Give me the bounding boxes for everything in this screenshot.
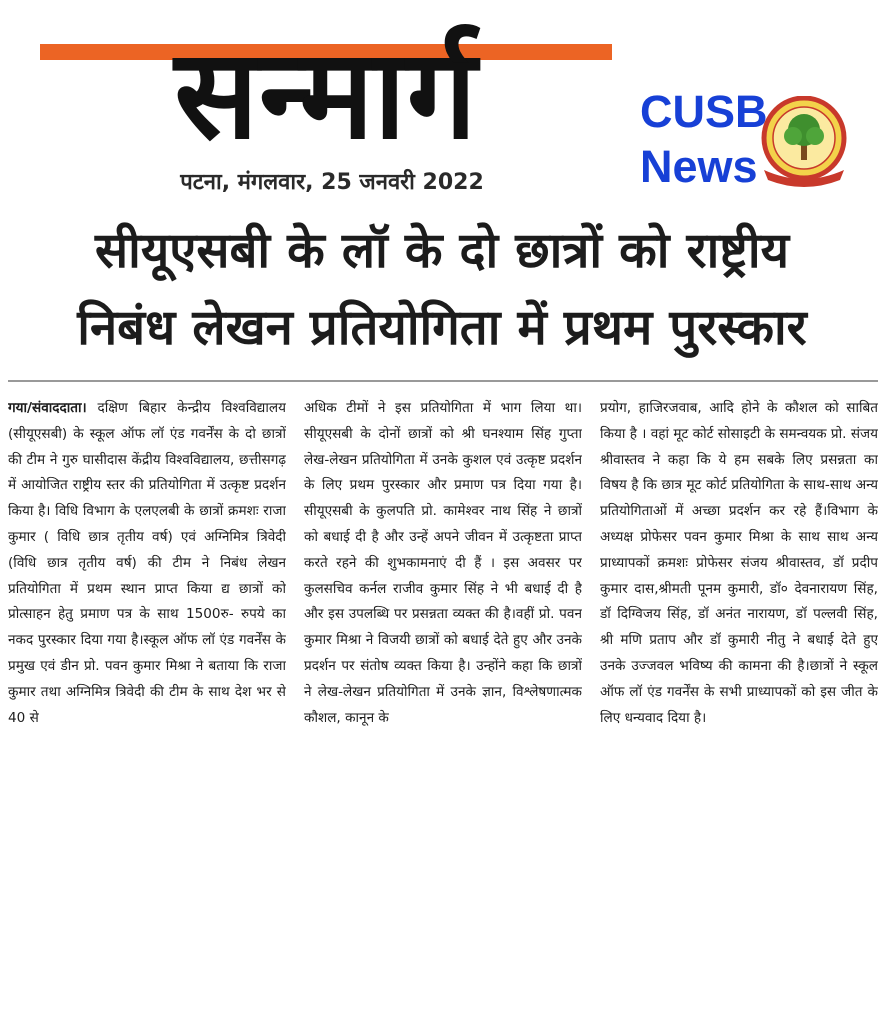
- newspaper-masthead: सन्मार्ग: [174, 23, 478, 167]
- column-3-text: प्रयोग, हाजिरजवाब, आदि होने के कौशल को साबित किया है । वहां मूट कोर्ट सोसाइटी के समन्वयक प्रो. संजय श्रीवास्तव ने कहा कि ये हम सबके लिए प्रसन्नता का विषय है कि छात्र मूट कोर्ट प्रतियोगिता के साथ-साथ अन्य प्रतियोगिताओं में अच्छा प्रदर्शन कर रहे हैं।विभाग के अध्यक्ष प्रोफेसर पवन कुमार मिश्रा के साथ साथ अन्य प्राध्यापकों क्रमशः प्रोफेसर संजय श्रीवास्तव, डॉ प्रदीप कुमार दास,श्रीमती पूनम कुमारी, डॉ० देवनारायण सिंह, डॉ दिग्विजय सिंह, डॉ अनंत नारायण, डॉ पल्लवी सिंह, श्री मणि प्रताप और डॉ कुमारी नीतु ने बधाई देते हुए उनके उज्जवल भविष्य की कामना की है।छात्रों ने स्कूल ऑफ लॉ एंड गवर्नेंस के सभी प्राध्यापकों को इस जीत के लिए धन्यवाद दिया है।: [600, 400, 878, 726]
- article-column-2: [304, 396, 582, 1016]
- headline-divider: [8, 380, 878, 382]
- article-column-3: [600, 396, 878, 1016]
- article-headline: [14, 212, 870, 366]
- dateline: पटना, मंगलवार, 25 जनवरी 2022: [180, 170, 484, 195]
- cusb-news-badge: [640, 86, 768, 204]
- university-seal-icon: [760, 96, 848, 188]
- column-1-text: दक्षिण बिहार केन्द्रीय विश्वविद्यालय (सीयूएसबी) के स्कूल ऑफ लॉ एंड गवर्नेंस के दो छात्रों की टीम ने गुरु घासीदास केंद्रीय विश्वविद्यालय, छत्तीसगढ़ में आयोजित राष्ट्रीय स्तर की प्रतियोगिता में उत्कृष्ट प्रदर्शन किया है। विधि विभाग के एलएलबी के छात्रों क्रमशः राजा कुमार ( विधि छात्र तृतीय वर्ष) एवं अग्निमित्र त्रिवेदी (विधि छात्र तृतीय वर्ष) की टीम ने निबंध लेखन प्रतियोगिता में प्रथम स्थान प्राप्त किया द्य छात्रों को प्रोत्साहन हेतु प्रमाण पत्र के साथ 1500रु- रुपये का नकद पुरस्कार दिया गया है।स्कूल ऑफ लॉ एंड गवर्नेंस के प्रमुख एवं डीन प्रो. पवन कुमार मिश्रा ने बताया कि राजा कुमार तथा अग्निमित्र त्रिवेदी की टीम के साथ देश भर से 40 से: [8, 400, 286, 726]
- headline-line-1: सीयूएसबी के लॉ के दो छात्रों को राष्ट्रीय: [95, 222, 789, 279]
- byline: गया/संवाददाता।: [8, 400, 87, 416]
- badge-line-1: CUSB: [640, 86, 768, 137]
- badge-line-2: News: [640, 141, 758, 192]
- article-column-1: [8, 396, 286, 1016]
- headline-line-2: निबंध लेखन प्रतियोगिता में प्रथम पुरस्कार: [77, 299, 807, 356]
- column-2-text: अधिक टीमों ने इस प्रतियोगिता में भाग लिया था।सीयूएसबी के दोनों छात्रों को श्री घनश्याम सिंह गुप्ता लेख-लेखन प्रतियोगिता में उनके कुशल एवं उत्कृष्ट प्रदर्शन के लिए प्रथम पुरस्कार और प्रमाण पत्र दिया गया है।सीयूएसबी के कुलपति प्रो. कामेश्वर नाथ सिंह ने छात्रों को बधाई दी है और उन्हें अपने जीवन में उत्कृष्टता प्राप्त करते रहने की शुभकामनाएं दी हैं । इस अवसर पर कुलसचिव कर्नल राजीव कुमार सिंह ने भी बधाई दी है और इस उपलब्धि पर प्रसन्नता व्यक्त की है।वहीं प्रो. पवन कुमार मिश्रा ने विजयी छात्रों को बधाई देते हुए और उनके प्रदर्शन पर संतोष व्यक्त किया है। उन्होंने कहा कि छात्रों ने लेख-लेखन प्रतियोगिता में उनके ज्ञान, विश्लेषणात्मक कौशल, कानून के: [304, 400, 582, 726]
